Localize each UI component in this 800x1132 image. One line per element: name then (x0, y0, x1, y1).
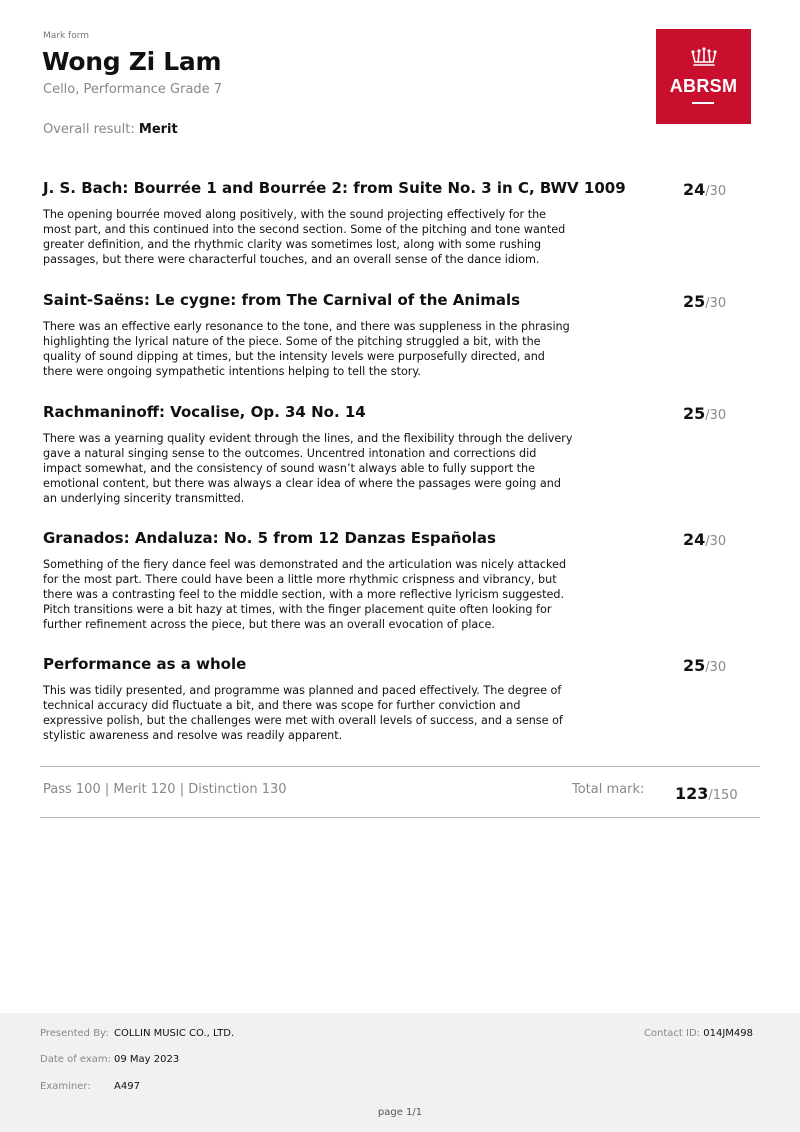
page-number: page 1/1 (377, 1107, 423, 1118)
divider-bottom (40, 817, 760, 818)
logo-text: ABRSM (669, 76, 738, 96)
piece-comment: This was tidily presented, and programme was planned and paced effectively. The degree of technical accuracy did fluctuate a bit, and there was scope for further conviction and expressive polish, but the challenges were met with overall levels of success, and a sense of stylistic awareness and resolve was readily apparent. (43, 684, 563, 742)
crown-icon (690, 46, 718, 68)
grade-thresholds: Pass 100 | Merit 120 | Distinction 130 (43, 782, 287, 797)
logo-underline (692, 102, 714, 104)
mark-form-label: Mark form (43, 31, 90, 41)
piece-title: Performance as a whole (43, 655, 247, 673)
overall-result-label: Overall result: (43, 122, 135, 137)
subject-grade: Cello, Performance Grade 7 (43, 82, 223, 97)
mark-value: 24 (683, 530, 706, 549)
piece-comment: There was an effective early resonance to the tone, and there was suppleness in the phrasing highlighting the lyrical nature of the piece. Some of the pitching struggled a bit, with the quality of sound dipping at times, but the intensity levels were purposefully directed, and there were ongoing sympathetic intentions helping to tell the story. (43, 320, 570, 378)
examiner-label: Examiner: (40, 1081, 91, 1092)
mark-value: 25 (683, 656, 706, 675)
presented-by-label: Presented By: (40, 1028, 109, 1039)
abrsm-logo (656, 29, 751, 124)
piece-comment: There was a yearning quality evident through the lines, and the flexibility through the delivery gave a natural singing sense to the outcomes. Uncentred intonation and corrections did impact somewhat, and the consistency of sound wasn’t always able to fully support the emotional content, but there was always a clear idea of where the passages were going and an underlying sincerity transmitted. (43, 432, 573, 505)
divider-top (40, 766, 760, 767)
mark-value: 25 (683, 404, 706, 423)
date-of-exam-label: Date of exam: (40, 1054, 112, 1065)
piece-title: J. S. Bach: Bourrée 1 and Bourrée 2: from Suite No. 3 in C, BWV 1009 (43, 179, 626, 197)
piece-title: Granados: Andaluza: No. 5 from 12 Danzas Españolas (43, 529, 496, 547)
piece-mark (683, 180, 726, 199)
total-mark-value: 123 (675, 784, 709, 803)
piece-title: Saint-Saëns: Le cygne: from The Carnival of the Animals (43, 291, 521, 309)
mark-out-of: /30 (705, 408, 727, 423)
mark-out-of: /30 (705, 296, 727, 311)
presented-by-value: COLLIN MUSIC CO., LTD. (114, 1028, 235, 1039)
piece-mark (683, 404, 726, 423)
mark-out-of: /30 (705, 184, 727, 199)
examiner-value: A497 (114, 1081, 140, 1092)
piece-comment: Something of the fiery dance feel was demonstrated and the articulation was nicely attacked for the most part. There could have been a little more rhythmic crispness and vibrancy, but there was a contrasting feel to the middle section, with a more reflective lyricism suggested. Pitch transitions were a bit hazy at times, with the finger placement quite often looking for further refinement across the piece, but there was an overall evocation of place. (43, 558, 567, 631)
contact-id-value: 014JM498 (703, 1028, 753, 1039)
total-mark-out-of: /150 (708, 788, 738, 803)
contact-id-label: Contact ID: (643, 1028, 701, 1039)
mark-value: 25 (683, 292, 706, 311)
piece-mark (683, 656, 726, 675)
overall-result (43, 122, 178, 137)
total-mark (675, 784, 738, 803)
piece-mark (683, 530, 726, 549)
candidate-name: Wong Zi Lam (42, 47, 222, 76)
mark-out-of: /30 (705, 534, 727, 549)
overall-result-value: Merit (138, 122, 178, 137)
total-mark-label: Total mark: (572, 782, 645, 797)
piece-mark (683, 292, 726, 311)
piece-comment: The opening bourrée moved along positively, with the sound projecting effectively for the most part, and this continued into the second section. Some of the pitching and tone wanted greater definition, and the rhythmic clarity was sometimes lost, along with some rushing passages, but there were characterful touches, and an overall sense of the dance idiom. (43, 208, 566, 266)
piece-title: Rachmaninoff: Vocalise, Op. 34 No. 14 (43, 403, 366, 421)
footer (0, 1013, 800, 1132)
mark-out-of: /30 (705, 660, 727, 675)
mark-value: 24 (683, 180, 706, 199)
date-of-exam-value: 09 May 2023 (114, 1054, 180, 1065)
contact-id (644, 1028, 753, 1039)
